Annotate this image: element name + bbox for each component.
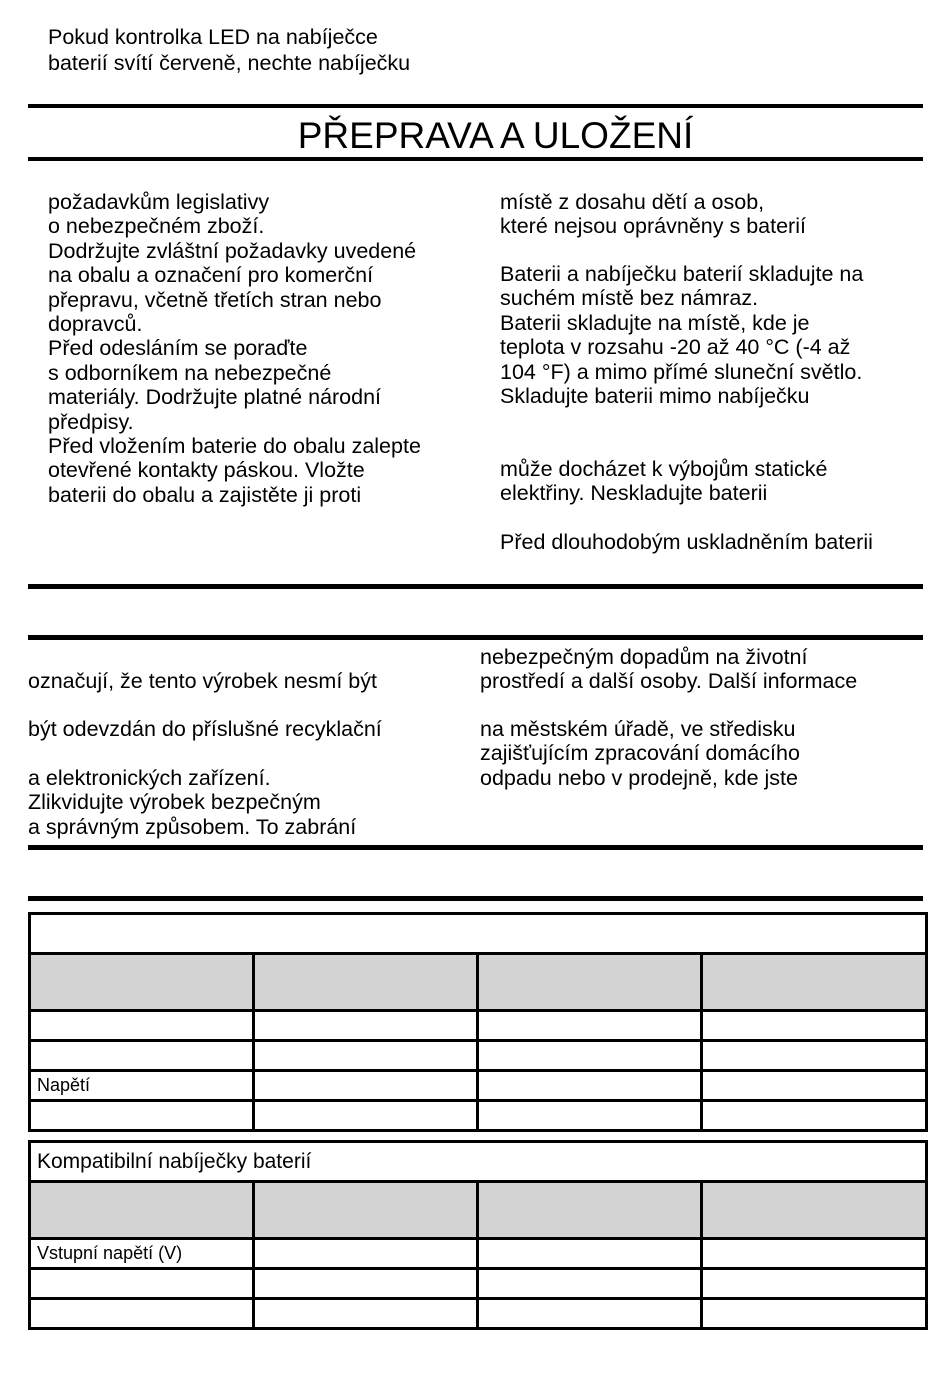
text-line: místě z dosahu dětí a osob, bbox=[500, 190, 765, 214]
title-rule-top bbox=[28, 104, 923, 108]
transport-right-block-2 bbox=[500, 262, 863, 408]
text-line: Před dlouhodobým uskladněním baterii bbox=[500, 530, 873, 554]
row-label bbox=[30, 1101, 254, 1131]
text-line: Baterii a nabíječku baterií skladujte na bbox=[500, 262, 864, 286]
section-rule bbox=[28, 635, 923, 640]
text-line: nebezpečným dopadům na životní bbox=[480, 645, 808, 669]
text-line: požadavkům legislativy bbox=[48, 190, 270, 214]
transport-right-block-3 bbox=[500, 457, 827, 506]
section-title: PŘEPRAVA A ULOŽENÍ bbox=[297, 115, 694, 156]
table-row bbox=[30, 1101, 927, 1131]
spec-table-1 bbox=[28, 912, 928, 1132]
section-rule bbox=[28, 584, 923, 589]
text-line: Před odesláním se poraďte bbox=[48, 336, 308, 361]
text-line: o nebezpečném zboží. bbox=[48, 214, 265, 239]
row-label bbox=[30, 1269, 254, 1299]
text-line: s odborníkem na nebezpečné bbox=[48, 360, 332, 385]
table-row bbox=[30, 1011, 927, 1041]
intro-line-2: baterií svítí červeně, nechte nabíječku bbox=[48, 51, 411, 75]
text-line: a správným způsobem. To zabrání bbox=[28, 814, 357, 839]
table-row bbox=[30, 1041, 927, 1071]
table-header-cell bbox=[702, 954, 927, 1011]
table-header-cell bbox=[478, 954, 702, 1011]
text-line: Před vložením baterie do obalu zalepte bbox=[48, 434, 421, 459]
table-row bbox=[30, 1269, 927, 1299]
text-line: dopravců. bbox=[48, 312, 143, 337]
transport-right-block-4 bbox=[500, 530, 873, 554]
intro-line-1: Pokud kontrolka LED na nabíječce bbox=[48, 25, 378, 49]
text-line: materiály. Dodržujte platné národní bbox=[48, 385, 382, 410]
text-line: elektřiny. Neskladujte baterii bbox=[500, 481, 768, 506]
row-label bbox=[30, 1041, 254, 1071]
table-header-cell bbox=[30, 954, 254, 1011]
text-line: předpisy. bbox=[48, 409, 134, 434]
disposal-left-block-3 bbox=[28, 766, 356, 839]
text-line: může docházet k výbojům statické bbox=[500, 457, 828, 481]
title-rule-bottom bbox=[28, 157, 923, 161]
text-line: suchém místě bez námraz. bbox=[500, 286, 759, 311]
row-label: Napětí bbox=[30, 1071, 254, 1101]
text-line: otevřené kontakty páskou. Vložte bbox=[48, 458, 365, 483]
transport-left-column bbox=[48, 190, 421, 507]
table-caption: Kompatibilní nabíječky baterií bbox=[30, 1142, 927, 1182]
disposal-right-block-2 bbox=[480, 717, 800, 790]
row-label bbox=[30, 1299, 254, 1329]
text-line: Dodržujte zvláštní požadavky uvedené bbox=[48, 238, 417, 263]
table-header-cell bbox=[478, 1182, 702, 1239]
table-caption bbox=[30, 914, 927, 954]
section-rule bbox=[28, 845, 923, 850]
row-label bbox=[30, 1011, 254, 1041]
table-header-cell bbox=[254, 1182, 478, 1239]
text-line: 104 °F) a mimo přímé sluneční světlo. bbox=[500, 359, 863, 384]
disposal-left-line-2: být odevzdán do příslušné recyklační bbox=[28, 717, 382, 741]
text-line: baterii do obalu a zajistěte ji proti bbox=[48, 482, 362, 507]
text-line: přepravu, včetně třetích stran nebo bbox=[48, 287, 382, 312]
transport-right-block-1 bbox=[500, 190, 806, 239]
table-row bbox=[30, 1071, 927, 1101]
table-header-cell bbox=[254, 954, 478, 1011]
text-line: Baterii skladujte na místě, kde je bbox=[500, 310, 810, 335]
text-line: zajišťujícím zpracování domácího bbox=[480, 741, 800, 766]
section-rule bbox=[28, 896, 923, 901]
spec-table-2 bbox=[28, 1140, 928, 1330]
text-line: prostředí a další osoby. Další informace bbox=[480, 669, 858, 694]
table-row bbox=[30, 1239, 927, 1269]
text-line: na obalu a označení pro komerční bbox=[48, 263, 374, 288]
table-header-cell bbox=[702, 1182, 927, 1239]
text-line: teplota v rozsahu -20 až 40 °C (-4 až bbox=[500, 335, 851, 360]
text-line: Skladujte baterii mimo nabíječku bbox=[500, 384, 810, 409]
text-line: odpadu nebo v prodejně, kde jste bbox=[480, 765, 798, 790]
text-line: a elektronických zařízení. bbox=[28, 766, 271, 790]
table-header-cell bbox=[30, 1182, 254, 1239]
row-label: Vstupní napětí (V) bbox=[30, 1239, 254, 1269]
table-row bbox=[30, 1299, 927, 1329]
disposal-right-block-1 bbox=[480, 645, 857, 694]
text-line: Zlikvidujte výrobek bezpečným bbox=[28, 790, 321, 815]
text-line: na městském úřadě, ve středisku bbox=[480, 717, 796, 741]
disposal-left-line-1: označují, že tento výrobek nesmí být bbox=[28, 669, 377, 693]
text-line: které nejsou oprávněny s baterií bbox=[500, 214, 806, 239]
